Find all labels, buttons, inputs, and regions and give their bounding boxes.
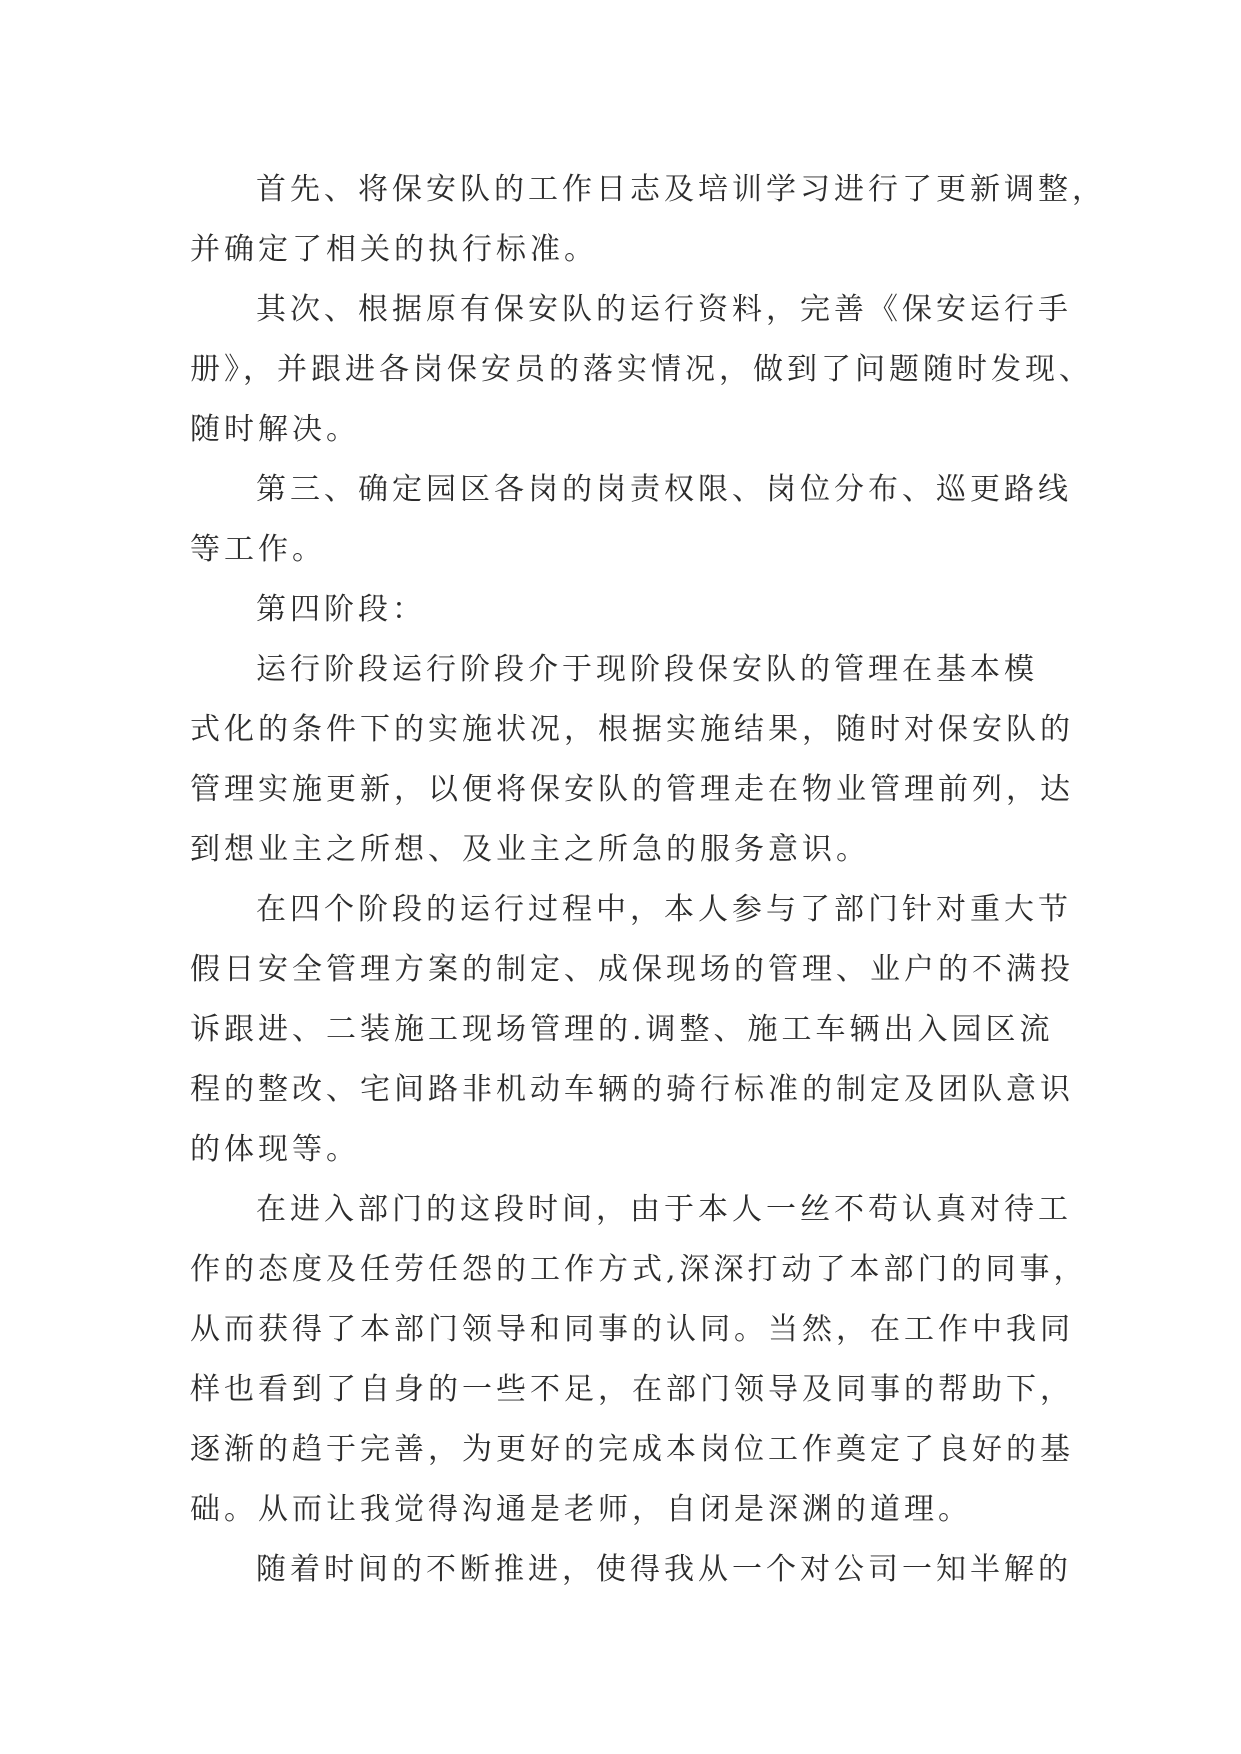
text-line: 随着时间的不断推进，使得我从一个对公司一知半解的 bbox=[256, 1552, 1072, 1587]
text-line: 随时解决。 bbox=[190, 412, 360, 447]
text-line: 等工作。 bbox=[190, 532, 326, 567]
text-line: 册》，并跟进各岗保安员的落实情况，做到了问题随时发现、 bbox=[190, 352, 1093, 387]
text-line: 管理实施更新，以便将保安队的管理走在物业管理前列，达 bbox=[190, 772, 1074, 807]
text-line: 程的整改、宅间路非机动车辆的骑行标准的制定及团队意识 bbox=[190, 1072, 1074, 1107]
document-body bbox=[190, 160, 1106, 1600]
text-line: 首先、将保安队的工作日志及培训学习进行了更新调整， bbox=[256, 172, 1106, 207]
text-line: 式化的条件下的实施状况，根据实施结果，随时对保安队的 bbox=[190, 712, 1074, 747]
text-line: 逐渐的趋于完善，为更好的完成本岗位工作奠定了良好的基 bbox=[190, 1432, 1074, 1467]
text-line: 样也看到了自身的一些不足，在部门领导及同事的帮助下， bbox=[190, 1372, 1074, 1407]
text-line: 从而获得了本部门领导和同事的认同。当然，在工作中我同 bbox=[190, 1312, 1074, 1347]
text-line: 运行阶段运行阶段介于现阶段保安队的管理在基本模 bbox=[256, 652, 1038, 687]
text-line: 作的态度及任劳任怨的工作方式,深深打动了本部门的同事， bbox=[190, 1252, 1088, 1287]
text-line: 并确定了相关的执行标准。 bbox=[190, 232, 598, 267]
text-line: 础。从而让我觉得沟通是老师，自闭是深渊的道理。 bbox=[190, 1492, 972, 1527]
text-line: 在四个阶段的运行过程中，本人参与了部门针对重大节 bbox=[256, 892, 1072, 927]
text-line: 第三、确定园区各岗的岗责权限、岗位分布、巡更路线 bbox=[256, 472, 1072, 507]
text-line: 诉跟进、二装施工现场管理的.调整、施工车辆出入园区流 bbox=[190, 1012, 1054, 1047]
text-line: 在进入部门的这段时间，由于本人一丝不苟认真对待工 bbox=[256, 1192, 1072, 1227]
section-heading: 第四阶段： bbox=[256, 592, 426, 627]
text-line: 的体现等。 bbox=[190, 1132, 360, 1167]
text-line: 其次、根据原有保安队的运行资料，完善《保安运行手 bbox=[256, 292, 1072, 327]
text-line: 到想业主之所想、及业主之所急的服务意识。 bbox=[190, 832, 870, 867]
text-line: 假日安全管理方案的制定、成保现场的管理、业户的不满投 bbox=[190, 952, 1074, 987]
